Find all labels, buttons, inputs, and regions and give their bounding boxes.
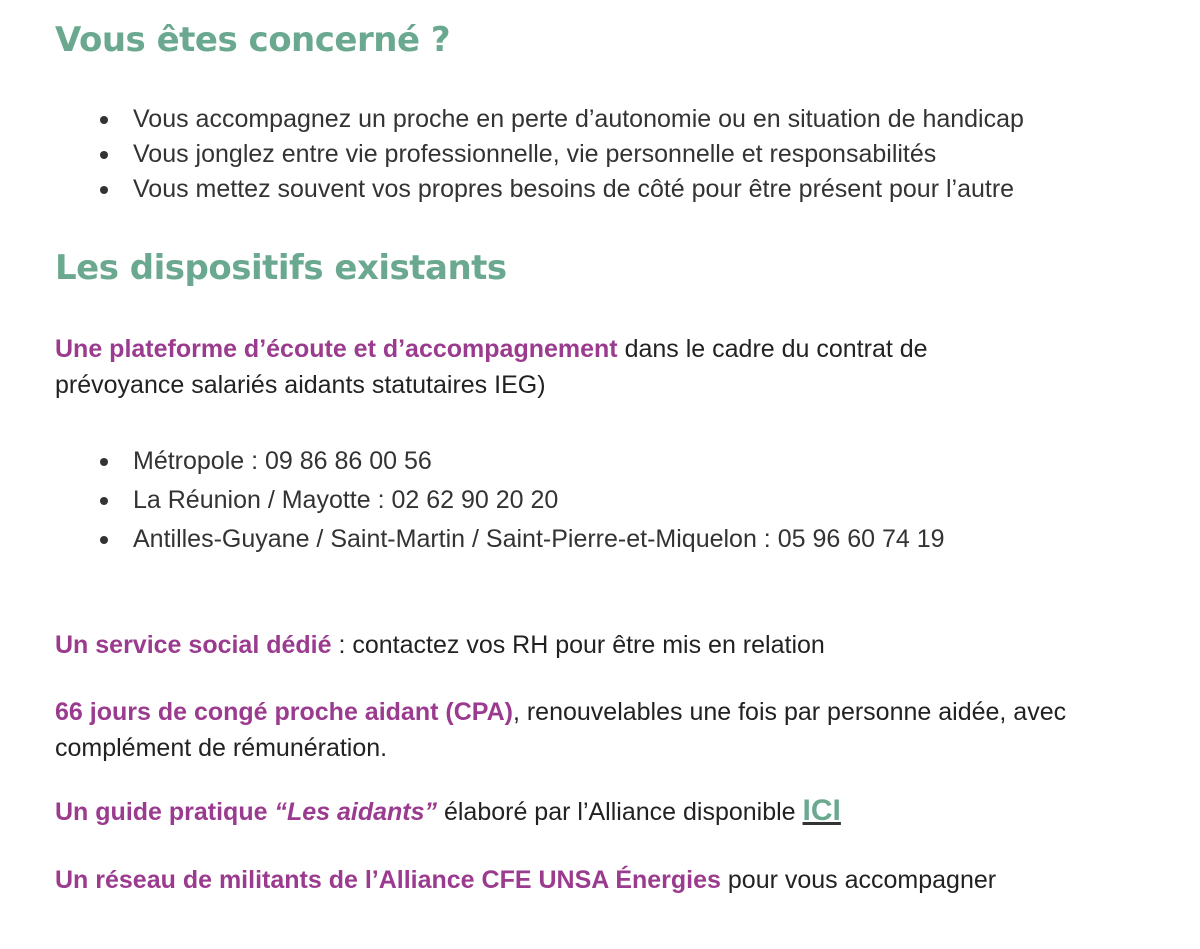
platform-text: dans le cadre du contrat de prévoyance salariés aidants statutaires IEG) xyxy=(55,335,928,399)
social-text: : contactez vos RH pour être mis en relation xyxy=(331,631,825,659)
guide-title: “Les aidants” xyxy=(274,798,438,826)
guide-link[interactable]: ICI xyxy=(802,794,841,827)
guide-paragraph xyxy=(55,793,1175,830)
heading-concerned: Vous êtes concerné ? xyxy=(55,20,451,60)
network-text: pour vous accompagner xyxy=(720,866,997,894)
concerned-list xyxy=(98,102,1024,207)
social-highlight: Un service social dédié xyxy=(55,631,332,659)
cpa-paragraph xyxy=(55,694,1155,766)
platform-highlight: Une plateforme d’écoute et d’accompagnement xyxy=(55,335,618,363)
network-highlight: Un réseau de militants de l’Alliance CFE UNSA Énergies xyxy=(55,866,721,894)
phone-list xyxy=(98,442,945,559)
cpa-highlight: 66 jours de congé proche aidant (CPA) xyxy=(55,698,513,726)
cpa-text: , renouvelables une fois par personne aidée, avec complément de rémunération. xyxy=(55,698,1067,762)
social-paragraph xyxy=(55,627,1175,663)
list-item: La Réunion / Mayotte : 02 62 90 20 20 xyxy=(98,481,945,520)
network-paragraph xyxy=(55,862,1175,898)
guide-highlight: Un guide pratique xyxy=(55,798,275,826)
list-item: Antilles-Guyane / Saint-Martin / Saint-Pierre-et-Miquelon : 05 96 60 74 19 xyxy=(98,520,945,559)
list-item: Vous mettez souvent vos propres besoins de côté pour être présent pour l’autre xyxy=(98,172,1024,207)
heading-dispositifs: Les dispositifs existants xyxy=(55,248,507,288)
list-item: Vous accompagnez un proche en perte d’autonomie ou en situation de handicap xyxy=(98,102,1024,137)
platform-paragraph xyxy=(55,331,1055,403)
guide-text: élaboré par l’Alliance disponible xyxy=(437,798,803,826)
list-item: Vous jonglez entre vie professionnelle, vie personnelle et responsabilités xyxy=(98,137,1024,172)
list-item: Métropole : 09 86 86 00 56 xyxy=(98,442,945,481)
